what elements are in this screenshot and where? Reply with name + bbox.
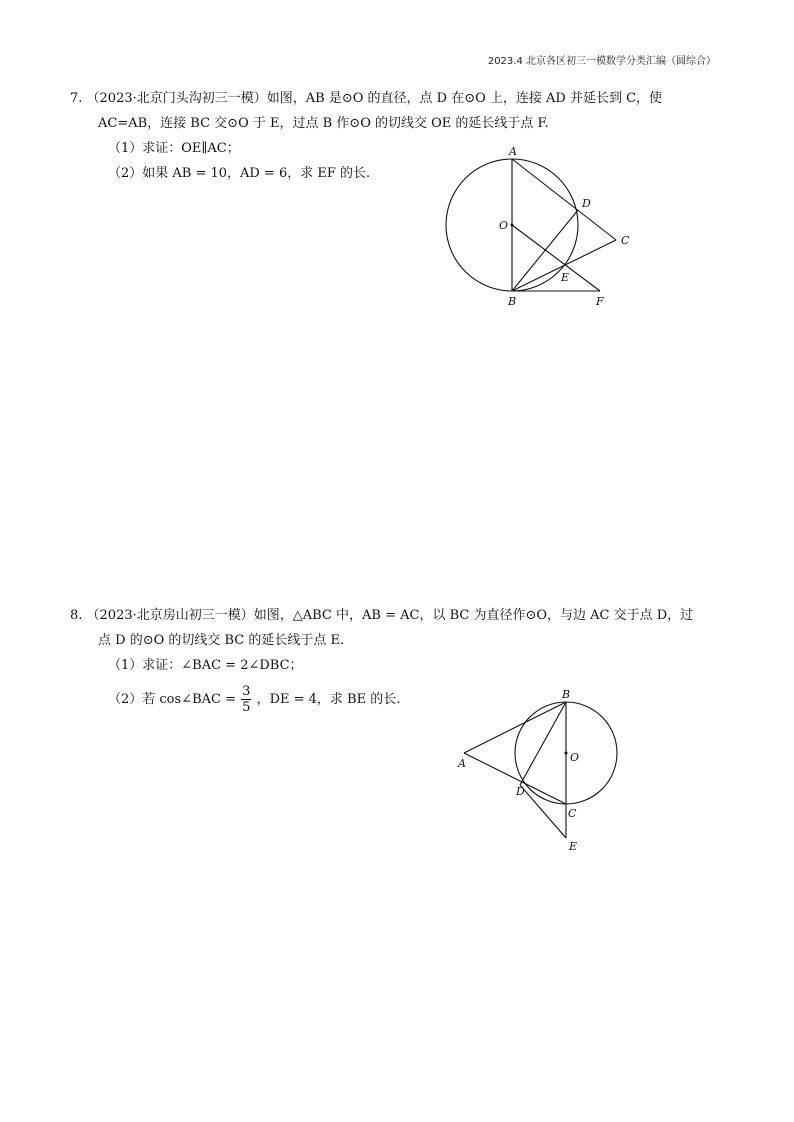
label-e: E — [569, 840, 578, 853]
problem-8-statement-line1: 8. （2023·北京房山初三一模）如图，△ABC 中，AB = AC，以 BC 为直径作⊙O，与边 AC 交于点 D，过 — [70, 608, 694, 623]
label-c: C — [621, 234, 630, 247]
label-o: O — [570, 751, 580, 764]
segment-ac — [464, 753, 566, 804]
problem-7-statement-line1: 7. （2023·北京门头沟初三一模）如图，AB 是⊙O 的直径，点 D 在⊙O 上，连接 AD 并延长到 C，使 — [70, 91, 663, 106]
segment-bd — [520, 702, 566, 785]
part2-suffix: ，DE = 4，求 BE 的长. — [256, 692, 401, 707]
fraction-denominator: 5 — [242, 700, 251, 715]
label-d: D — [582, 197, 591, 210]
label-o: O — [499, 219, 509, 232]
point-o — [565, 752, 568, 755]
segment-ab — [464, 702, 566, 753]
label-b: B — [562, 688, 571, 701]
part2-prefix: （2）若 cos∠BAC = — [108, 692, 236, 707]
label-a: A — [458, 757, 466, 770]
label-e: E — [561, 271, 570, 284]
label-f: F — [596, 295, 604, 308]
page-header: 2023.4 北京各区初三一模数学分类汇编（圆综合） — [487, 56, 716, 67]
problem-7-part1: （1）求证：OE∥AC； — [108, 141, 240, 156]
label-a: A — [509, 145, 517, 158]
problem-8-part1: （1）求证：∠BAC = 2∠DBC； — [108, 658, 303, 673]
problem-7-statement-line2: AC=AB，连接 BC 交⊙O 于 E，过点 B 作⊙O 的切线交 OE 的延长线于点 F. — [98, 116, 549, 131]
label-b: B — [508, 295, 517, 308]
label-d: D — [516, 785, 525, 798]
fraction-numerator: 3 — [242, 684, 251, 699]
problem-8-statement-line2: 点 D 的⊙O 的切线交 BC 的延长线于点 E. — [98, 633, 345, 648]
problem-7-part2: （2）如果 AB = 10，AD = 6，求 EF 的长. — [108, 166, 371, 181]
label-c: C — [568, 807, 577, 820]
